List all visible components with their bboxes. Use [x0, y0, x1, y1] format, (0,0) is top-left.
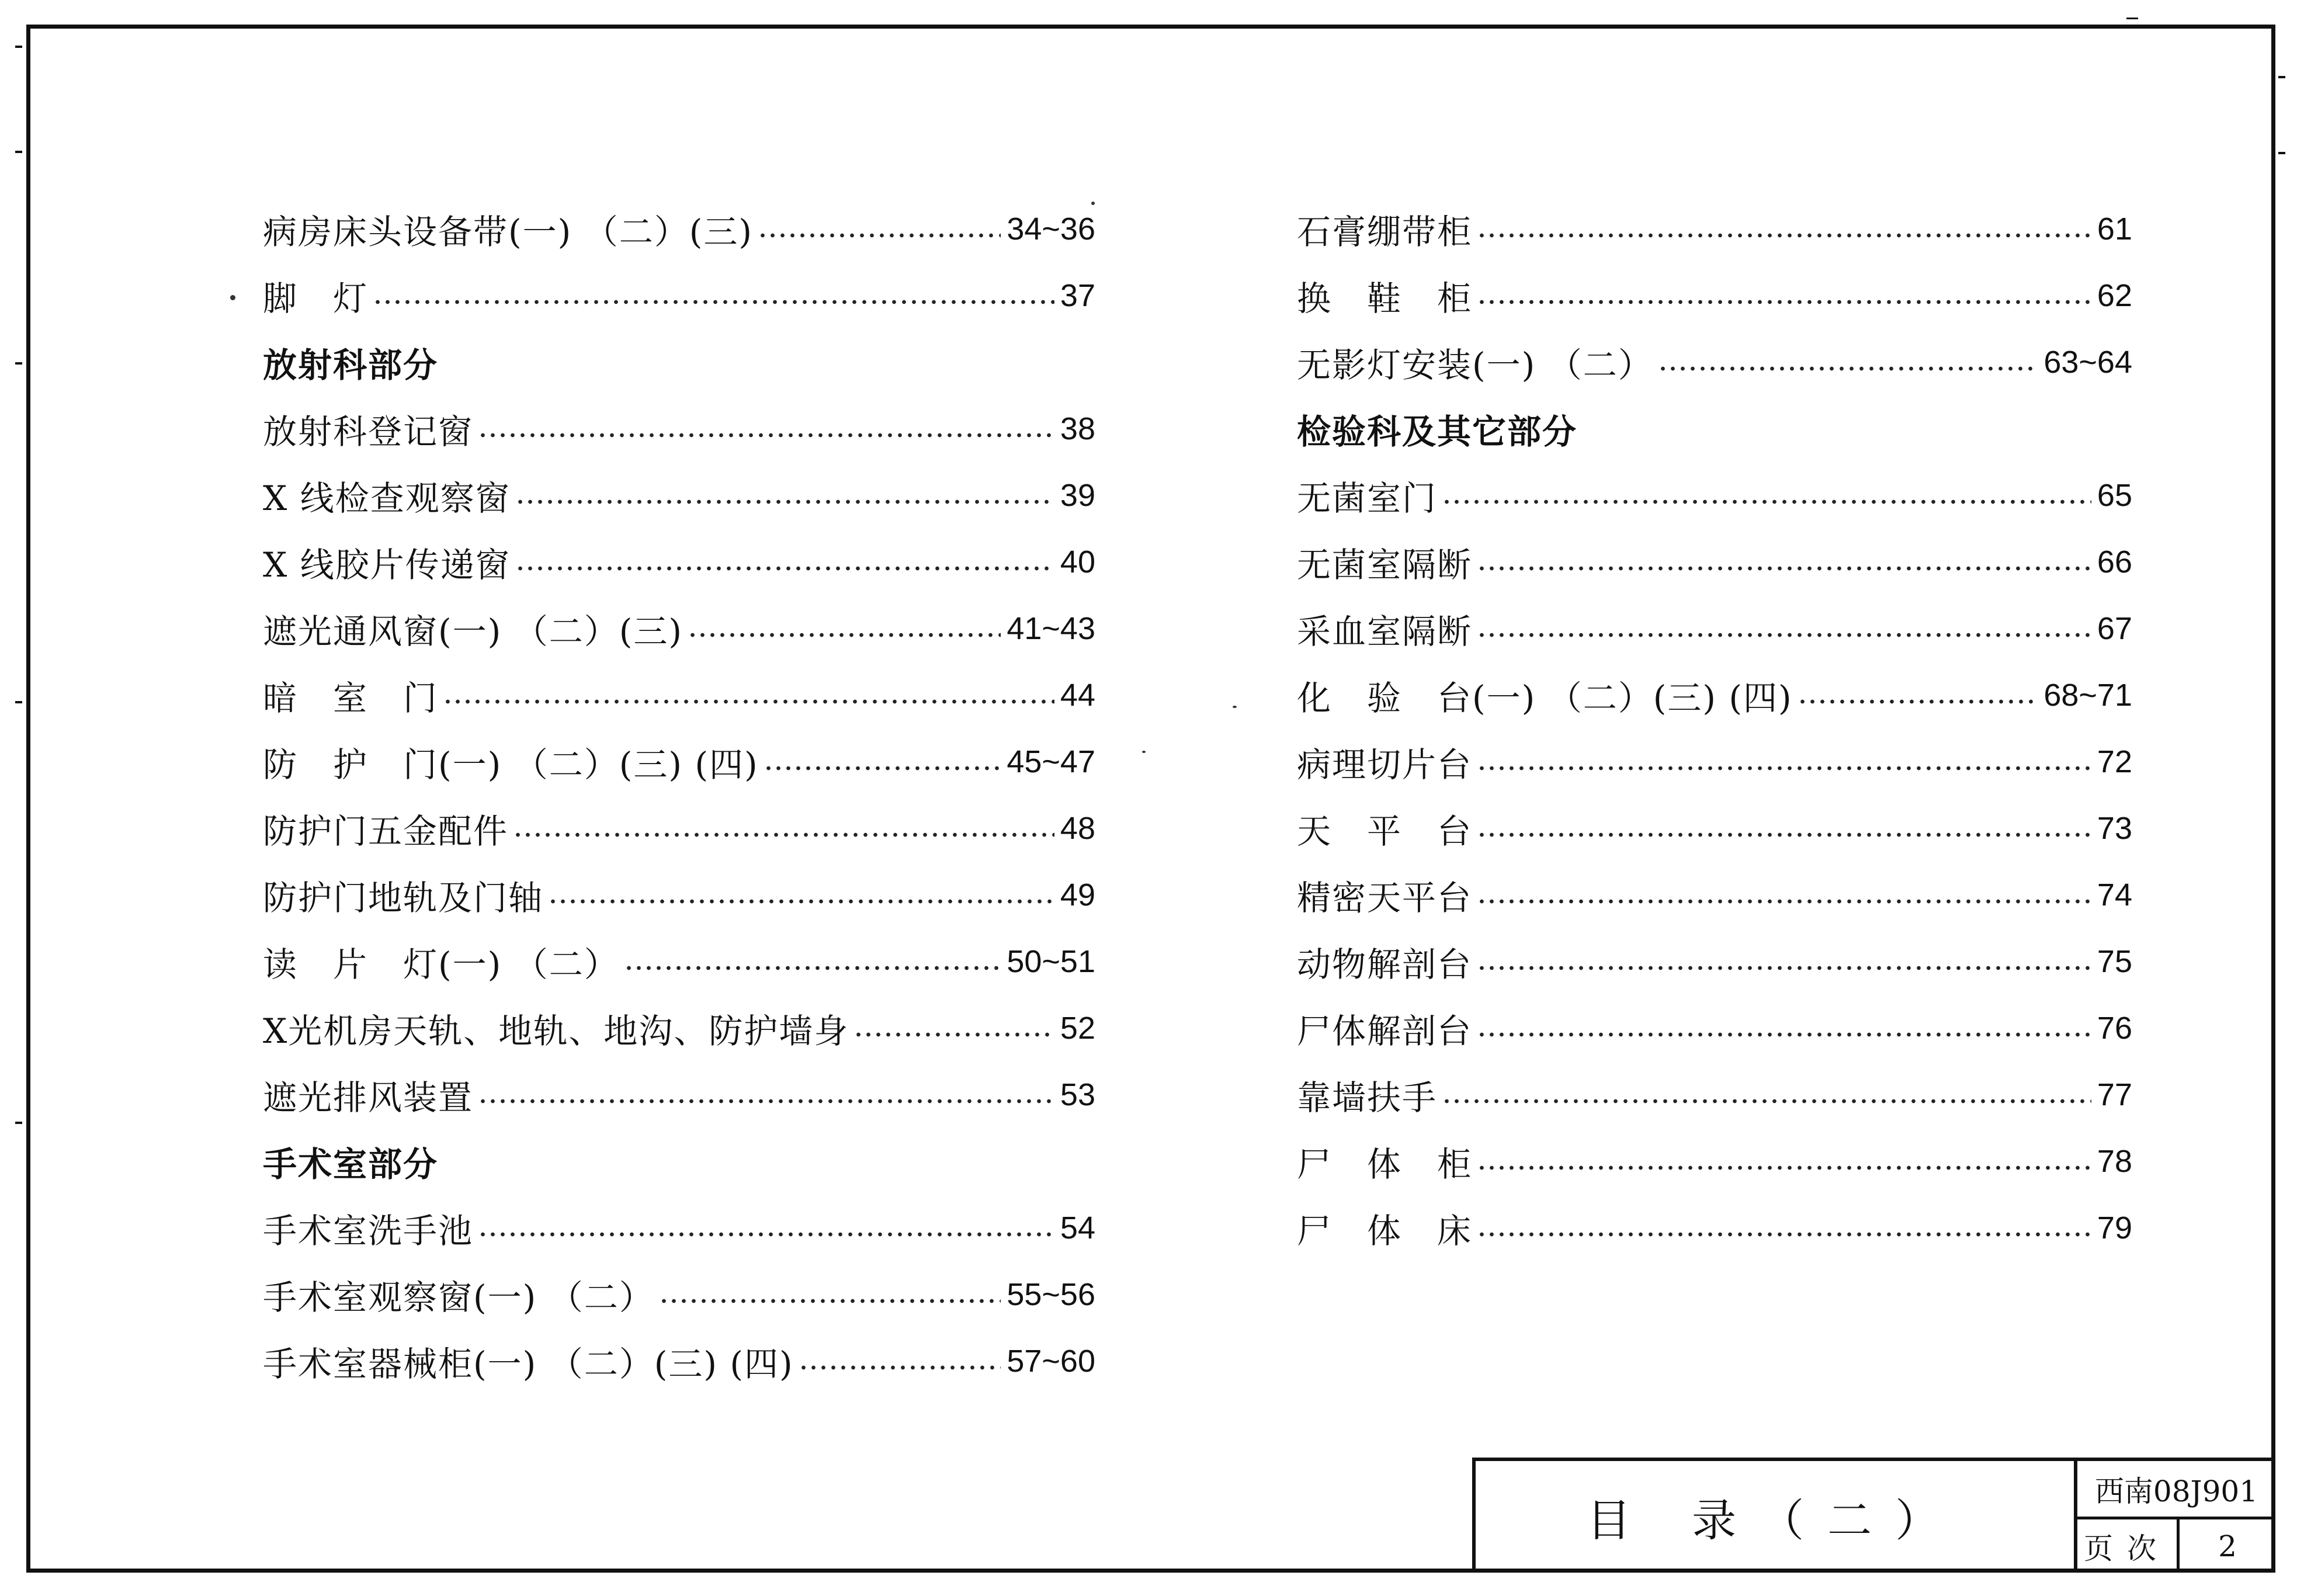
dot-leader [478, 1098, 1054, 1104]
dot-leader [373, 299, 1054, 305]
toc-entry-page: 76 [2097, 1011, 2132, 1046]
toc-entry-page: 45~47 [1007, 744, 1095, 779]
section-heading-text: 放射科部分 [263, 345, 439, 385]
toc-entry-title: 放射科登记窗 [263, 412, 474, 452]
dot-leader [1477, 299, 2091, 305]
toc-entry-page: 75 [2097, 944, 2132, 979]
toc-entry [263, 1328, 1095, 1394]
toc-entry [263, 196, 1095, 262]
toc-entry [263, 395, 1095, 462]
toc-entry-page: 61 [2097, 211, 2132, 247]
margin-tick [15, 1122, 22, 1124]
toc-entry-title: 采血室隔断 [1297, 612, 1473, 651]
toc-entry-title: 防 护 门(一) （二）(三) (四) [263, 745, 759, 785]
dot-leader [1658, 366, 2038, 372]
toc-entry [1297, 262, 2132, 329]
dot-leader [515, 499, 1054, 505]
toc-entry-page: 44 [1060, 678, 1095, 713]
toc-entry-title: 无菌室门 [1297, 478, 1438, 518]
toc-entry-page: 74 [2097, 877, 2132, 913]
toc-entry-title: 防护门地轨及门轴 [263, 878, 544, 918]
toc-entry-title: 精密天平台 [1297, 878, 1473, 918]
toc-entry [1297, 795, 2132, 862]
dot-leader [1477, 1165, 2091, 1171]
margin-tick [15, 701, 22, 703]
toc-entry [263, 1261, 1095, 1328]
toc-entry-page: 55~56 [1007, 1277, 1095, 1312]
toc-entry [263, 1061, 1095, 1128]
toc-entry [263, 795, 1095, 862]
toc-entry-title: 手术室器械柜(一) （二）(三) (四) [263, 1344, 794, 1384]
dot-leader [659, 1298, 1001, 1304]
toc-entry-page: 67 [2097, 611, 2132, 646]
dot-leader [764, 765, 1001, 771]
margin-tick [15, 362, 22, 365]
dot-leader [758, 233, 1001, 238]
section-heading-text: 检验科及其它部分 [1297, 412, 1578, 452]
toc-entry [1297, 862, 2132, 928]
toc-entry-title: 病理切片台 [1297, 745, 1473, 785]
toc-entry [1297, 728, 2132, 795]
section-heading [263, 1128, 1095, 1195]
toc-entry-page: 66 [2097, 544, 2132, 580]
toc-entry-title: 无菌室隔断 [1297, 545, 1473, 585]
toc-entry-title: 脚 灯 [263, 279, 369, 318]
toc-entry-title: 遮光通风窗(一) （二）(三) [263, 612, 683, 651]
dot-leader [1798, 699, 2038, 705]
toc-entry-title: 化 验 台(一) （二）(三) (四) [1297, 678, 1793, 718]
section-heading-text: 手术室部分 [263, 1144, 439, 1184]
toc-entry-page: 57~60 [1007, 1344, 1095, 1379]
toc-entry-title: 尸 体 床 [1297, 1211, 1473, 1251]
dot-leader [1442, 1098, 2091, 1104]
section-heading [1297, 395, 2132, 462]
dot-leader [478, 432, 1054, 438]
toc-entry-page: 50~51 [1007, 944, 1095, 979]
toc-entry-title: 手术室观察窗(一) （二） [263, 1278, 654, 1317]
toc-entry [263, 995, 1095, 1061]
toc-entry-title: 病房床头设备带(一) （二）(三) [263, 212, 753, 252]
scan-speck [230, 295, 235, 300]
dot-leader [624, 965, 1001, 971]
toc-entry [263, 928, 1095, 995]
toc-entry [263, 662, 1095, 728]
toc-entry-page: 73 [2097, 811, 2132, 846]
toc-entry-page: 52 [1060, 1011, 1095, 1046]
toc-entry-page: 68~71 [2043, 678, 2132, 713]
toc-entry [1297, 662, 2132, 728]
margin-tick [2278, 76, 2285, 78]
toc-entry [263, 862, 1095, 928]
toc-entry-title: 换 鞋 柜 [1297, 279, 1473, 318]
toc-entry-page: 65 [2097, 478, 2132, 513]
section-heading [263, 329, 1095, 395]
toc-entry-title: 动物解剖台 [1297, 945, 1473, 984]
dot-leader [1477, 965, 2091, 971]
dot-leader [1477, 1231, 2091, 1237]
toc-entry-page: 38 [1060, 411, 1095, 446]
toc-entry [263, 728, 1095, 795]
margin-tick [15, 46, 22, 48]
scan-speck [1142, 751, 1146, 753]
toc-entry [1297, 995, 2132, 1061]
dot-leader [515, 565, 1054, 571]
toc-entry [263, 262, 1095, 329]
dot-leader [1477, 233, 2091, 238]
drawing-code: 西南08J901 [2077, 1461, 2275, 1519]
dot-leader [478, 1231, 1054, 1237]
toc-entry-page: 34~36 [1007, 211, 1095, 247]
toc-entry-page: 41~43 [1007, 611, 1095, 646]
dot-leader [1477, 1032, 2091, 1038]
dot-leader [1477, 832, 2091, 838]
dot-leader [443, 699, 1054, 705]
scan-speck [1233, 706, 1237, 708]
dot-leader [1477, 565, 2091, 571]
toc-entry-page: 78 [2097, 1144, 2132, 1179]
dot-leader [853, 1032, 1054, 1038]
margin-tick [2126, 18, 2138, 19]
toc-entry [1297, 529, 2132, 595]
dot-leader [548, 898, 1054, 904]
toc-entry [1297, 928, 2132, 995]
toc-entry-title: X 线检查观察窗 [263, 478, 511, 518]
toc-entry-page: 72 [2097, 744, 2132, 779]
toc-entry-title: 尸 体 柜 [1297, 1144, 1473, 1184]
toc-entry [263, 462, 1095, 529]
dot-leader [799, 1365, 1001, 1371]
page-number: 2 [2218, 1529, 2237, 1563]
toc-entry [1297, 329, 2132, 395]
toc-entry-page: 39 [1060, 478, 1095, 513]
toc-entry-page: 63~64 [2043, 345, 2132, 380]
toc-entry-title: X 线胶片传递窗 [263, 545, 511, 585]
toc-entry-title: 防护门五金配件 [263, 811, 509, 851]
toc-entry-title: X光机房天轨、地轨、地沟、防护墙身 [263, 1011, 849, 1051]
margin-tick [2278, 152, 2285, 154]
margin-tick [15, 151, 22, 153]
toc-entry [1297, 1061, 2132, 1128]
toc-entry-title: 暗 室 门 [263, 678, 439, 718]
toc-entry-title: 天 平 台 [1297, 811, 1473, 851]
toc-entry-title: 读 片 灯(一) （二） [263, 945, 619, 984]
toc-entry-title: 无影灯安装(一) （二） [1297, 345, 1653, 385]
toc-entry [263, 529, 1095, 595]
toc-entry [263, 595, 1095, 662]
toc-entry [1297, 462, 2132, 529]
toc-entry [1297, 1195, 2132, 1261]
toc-entry-page: 49 [1060, 877, 1095, 913]
toc-entry-title: 遮光排风装置 [263, 1078, 474, 1118]
toc-entry-title: 尸体解剖台 [1297, 1011, 1473, 1051]
page-label: 页次 [2077, 1519, 2180, 1573]
toc-entry-page: 40 [1060, 544, 1095, 580]
dot-leader [688, 632, 1001, 638]
dot-leader [1442, 499, 2091, 505]
toc-entry-page: 48 [1060, 811, 1095, 846]
dot-leader [513, 832, 1054, 838]
toc-left-column [263, 196, 1095, 1394]
dot-leader [1477, 632, 2091, 638]
dot-leader [1477, 898, 2091, 904]
toc-entry-page: 53 [1060, 1077, 1095, 1112]
toc-entry-page: 37 [1060, 278, 1095, 313]
document-title: 目 录（二） [1476, 1461, 2077, 1573]
toc-entry [263, 1195, 1095, 1261]
toc-entry-title: 靠墙扶手 [1297, 1078, 1438, 1118]
toc-entry-page: 79 [2097, 1210, 2132, 1245]
toc-entry-title: 石膏绷带柜 [1297, 212, 1473, 252]
toc-entry-page: 77 [2097, 1077, 2132, 1112]
toc-entry-title: 手术室洗手池 [263, 1211, 474, 1251]
toc-entry [1297, 1128, 2132, 1195]
toc-right-column [1297, 196, 2132, 1261]
toc-entry [1297, 196, 2132, 262]
toc-entry [1297, 595, 2132, 662]
title-block [1472, 1458, 2275, 1573]
toc-entry-page: 54 [1060, 1210, 1095, 1245]
toc-entry-page: 62 [2097, 278, 2132, 313]
dot-leader [1477, 765, 2091, 771]
